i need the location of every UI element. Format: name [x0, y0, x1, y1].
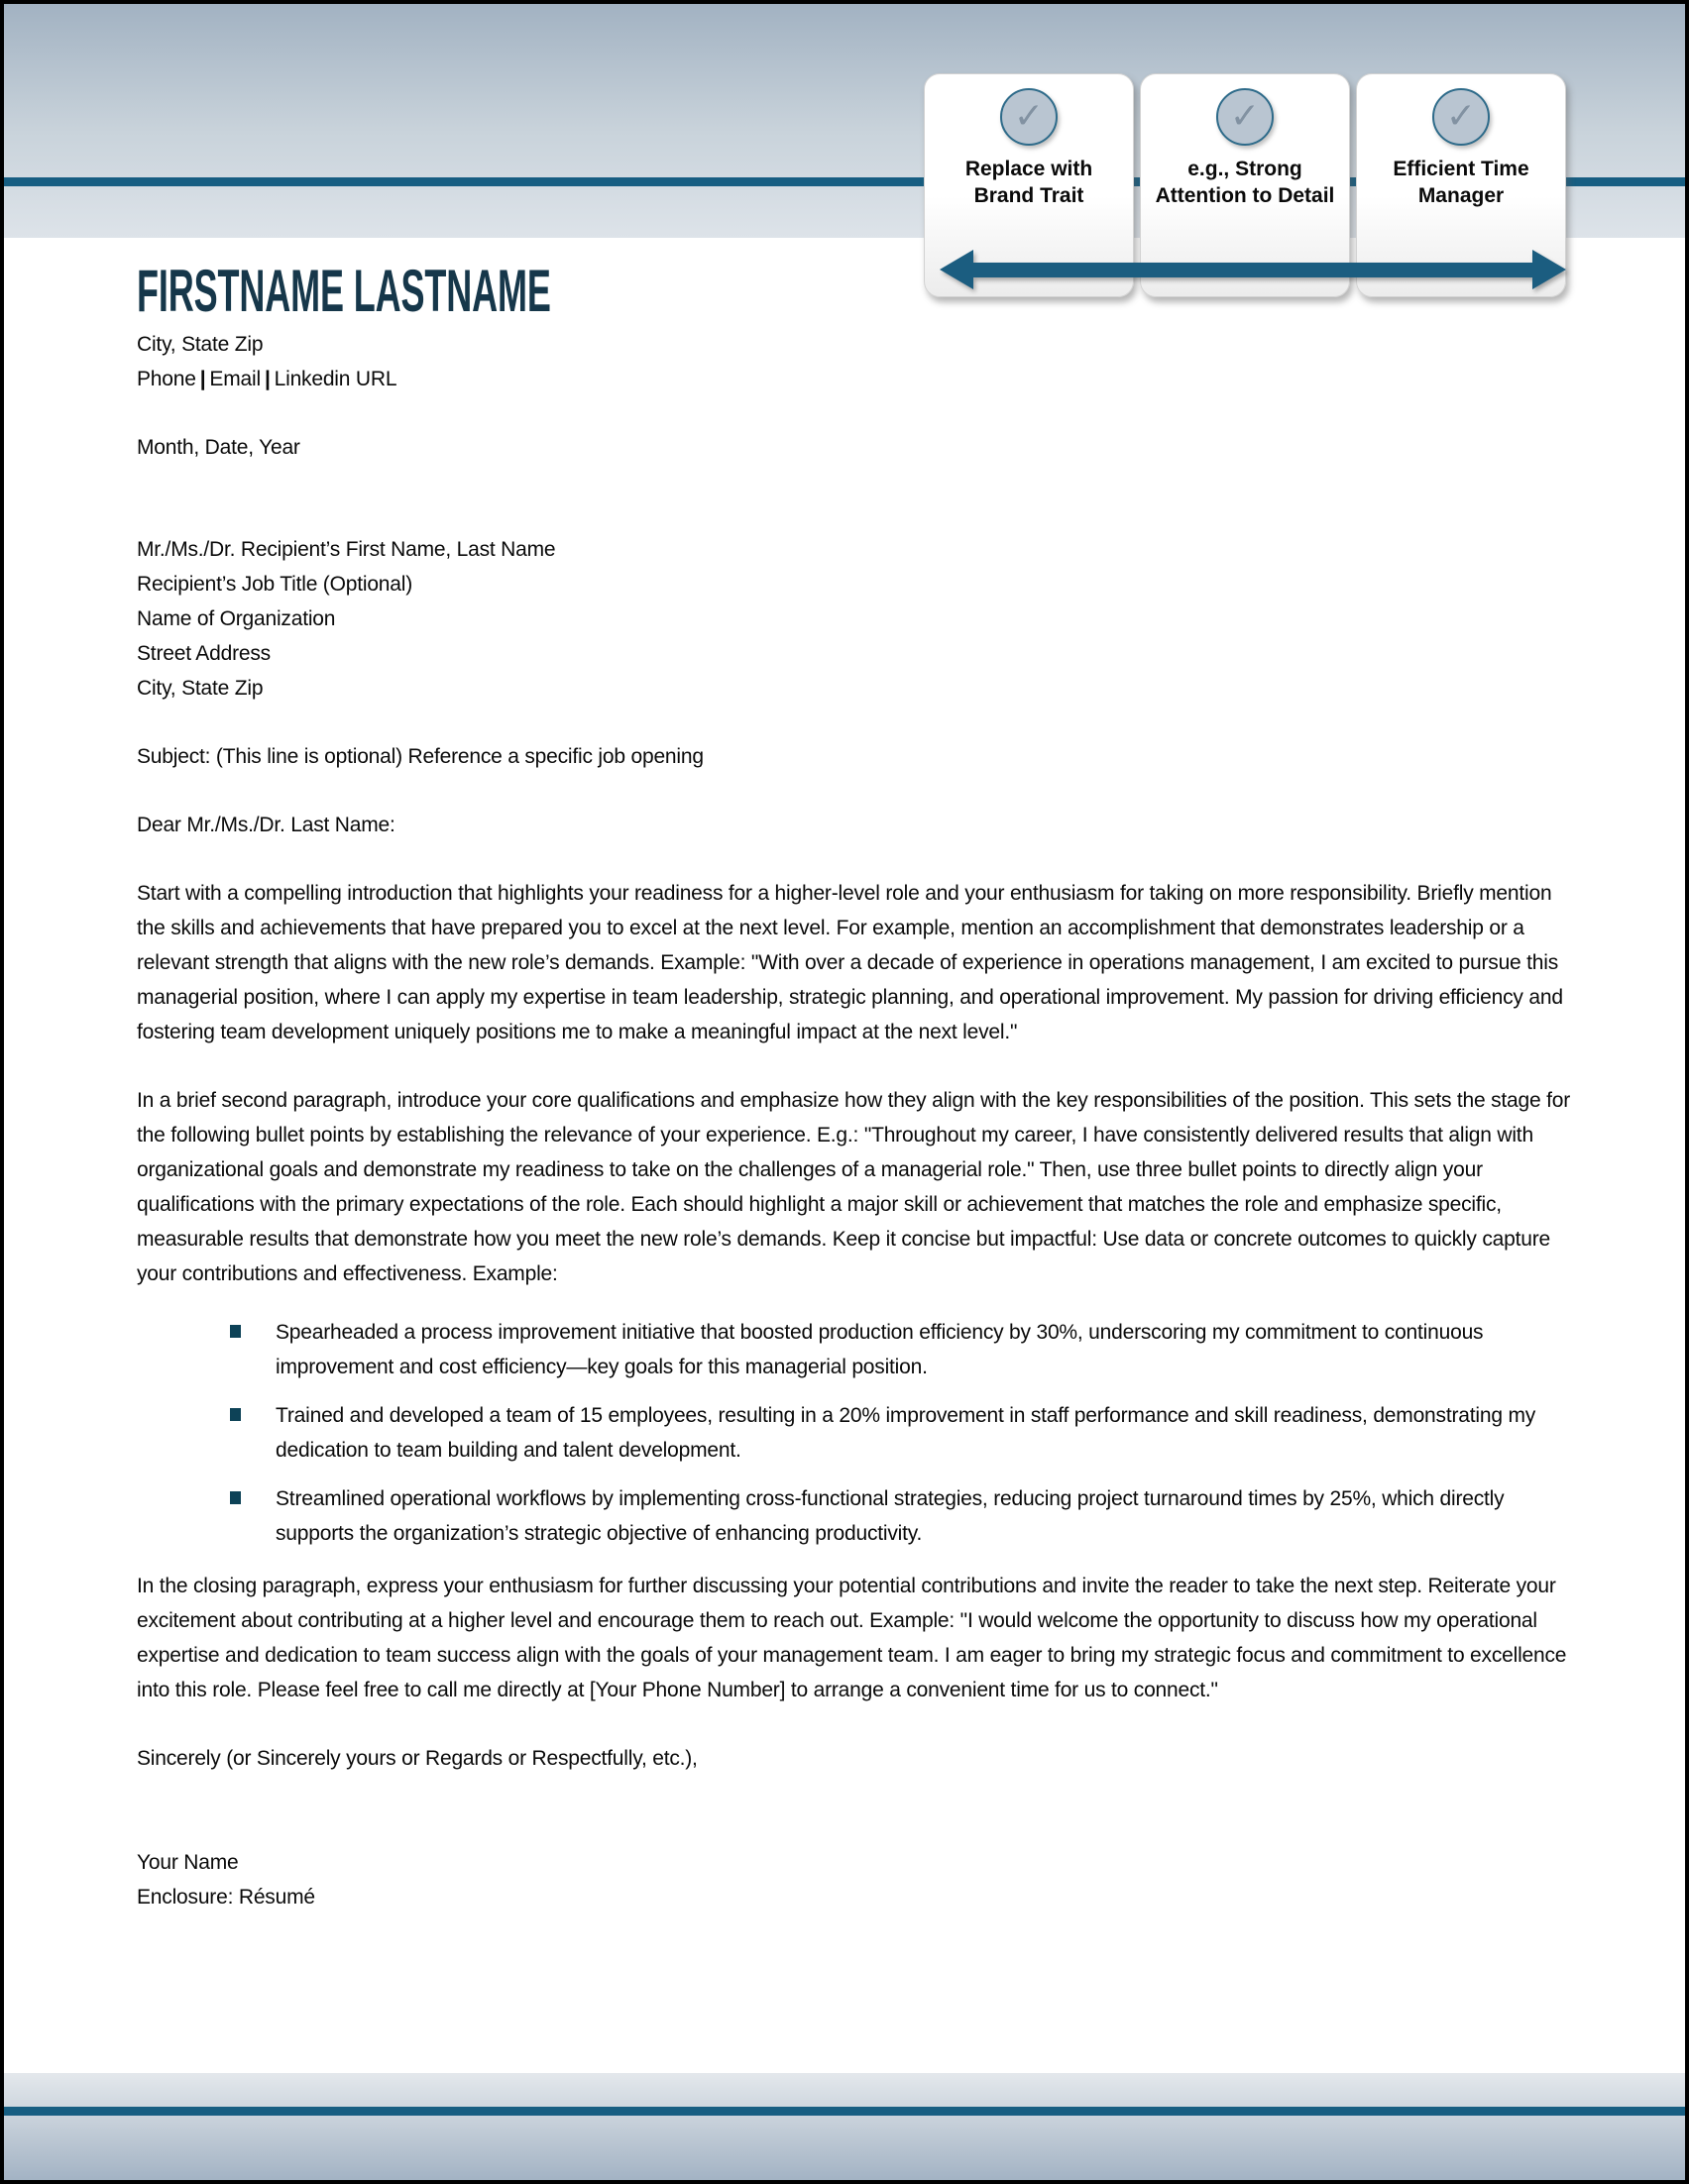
bullet-text: Trained and developed a team of 15 employees, resulting in a 20% improvement in staff performance and skill readiness, demonstrating my dedication to team building and talent development.	[276, 1404, 1536, 1462]
arrow-shaft	[965, 263, 1540, 277]
contact-line	[137, 362, 1578, 396]
contact-block	[137, 327, 1578, 396]
check-glyph: ✓	[1445, 96, 1477, 137]
footer-gradient-band	[4, 2073, 1685, 2180]
recipient-line: Name of Organization	[137, 607, 336, 630]
bullet-item	[137, 1315, 1578, 1384]
callout-label: e.g., Strong Attention to Detail	[1155, 158, 1335, 207]
arrow-right-head	[1532, 250, 1566, 289]
checkmark-icon	[1432, 88, 1490, 146]
double-arrow-icon	[940, 250, 1566, 289]
check-glyph: ✓	[1229, 96, 1261, 137]
qualifications-paragraph: In a brief second paragraph, introduce your core qualifications and emphasize how they align with the key responsibilities of the position. This sets the stage for the following bullet points by establishing the relevance of your experience. E.g.: "Throughout my career, I have consistently delivered results that align with organizational goals and demonstrate my readiness to take on the challenges of a managerial role." Then, use three bullet points to directly align your qualifications with the primary expectations of the role. Each should highlight a major skill or achievement that matches the role and emphasize specific, measurable results that demonstrate how you meet the new role’s demands. Keep it concise but impactful: Use data or concrete outcomes to quickly capture your contributions and effectiveness. Example:	[137, 1089, 1571, 1285]
callout-label: Efficient Time Manager	[1393, 158, 1529, 207]
bullet-text: Streamlined operational workflows by implementing cross-functional strategies, reducing project turnaround times by 25%, which directly supports the organization’s strategic objective of enhancing productivity.	[276, 1487, 1505, 1545]
linkedin-label: Linkedin URL	[274, 368, 397, 390]
bullet-text: Spearheaded a process improvement initiative that boosted production efficiency by 30%, underscoring my commitment to continuous improvement and cost efficiency—key goals for this managerial position.	[276, 1321, 1484, 1378]
recipient-line: Street Address	[137, 642, 271, 665]
bullet-square-icon	[230, 1408, 241, 1421]
recipient-line: City, State Zip	[137, 677, 264, 700]
recipient-line: Recipient’s Job Title (Optional)	[137, 573, 413, 596]
bullet-list	[137, 1315, 1578, 1551]
separator: |	[199, 368, 206, 390]
checkmark-icon	[1216, 88, 1274, 146]
enclosure-line: Enclosure: Résumé	[137, 1886, 315, 1909]
letter-name-text: FIRSTNAME LASTNAME	[137, 258, 551, 324]
subject-line: Subject: (This line is optional) Reference a specific job opening	[137, 745, 704, 768]
email-label: Email	[209, 368, 261, 390]
intro-paragraph: Start with a compelling introduction that highlights your readiness for a higher-level role and your enthusiasm for taking on more responsibility. Briefly mention the skills and achievements that have prepared you to excel at the next level. For example, mention an accomplishment that demonstrates leadership or a relevant strength that aligns with the new role’s demands. Example: "With over a decade of experience in operations management, I am excited to pursue this managerial position, where I can apply my expertise in team leadership, strategic planning, and operational improvement. My passion for driving efficiency and fostering team development uniquely positions me to make a meaningful impact at the next level."	[137, 882, 1563, 1043]
signoff-line: Sincerely (or Sincerely yours or Regards or Respectfully, etc.),	[137, 1747, 698, 1770]
footer-accent-line	[4, 2107, 1685, 2116]
checkmark-icon	[1000, 88, 1058, 146]
closing-paragraph: In the closing paragraph, express your enthusiasm for further discussing your potential contributions and invite the reader to take the next step. Reiterate your excitement about contributing at a higher level and encourage them to reach out. Example: "I would welcome the opportunity to discuss how my operational expertise and dedication to team success align with the goals of your management team. I am eager to bring my strategic focus and commitment to excellence into this role. Please feel free to call me directly at [Your Phone Number] to arrange a convenient time for us to connect."	[137, 1575, 1567, 1701]
check-glyph: ✓	[1013, 96, 1045, 137]
bullet-item	[137, 1481, 1578, 1551]
bullet-item	[137, 1398, 1578, 1468]
separator: |	[264, 368, 271, 390]
phone-label: Phone	[137, 368, 196, 390]
date-line: Month, Date, Year	[137, 436, 300, 459]
callout-label: Replace with Brand Trait	[964, 158, 1093, 207]
recipient-block	[137, 532, 1578, 706]
address-line: City, State Zip	[137, 333, 264, 356]
bullet-square-icon	[230, 1325, 241, 1338]
bullet-square-icon	[230, 1491, 241, 1504]
recipient-line: Mr./Ms./Dr. Recipient’s First Name, Last Name	[137, 538, 556, 561]
salutation-line: Dear Mr./Ms./Dr. Last Name:	[137, 814, 395, 836]
signature-name: Your Name	[137, 1851, 239, 1874]
